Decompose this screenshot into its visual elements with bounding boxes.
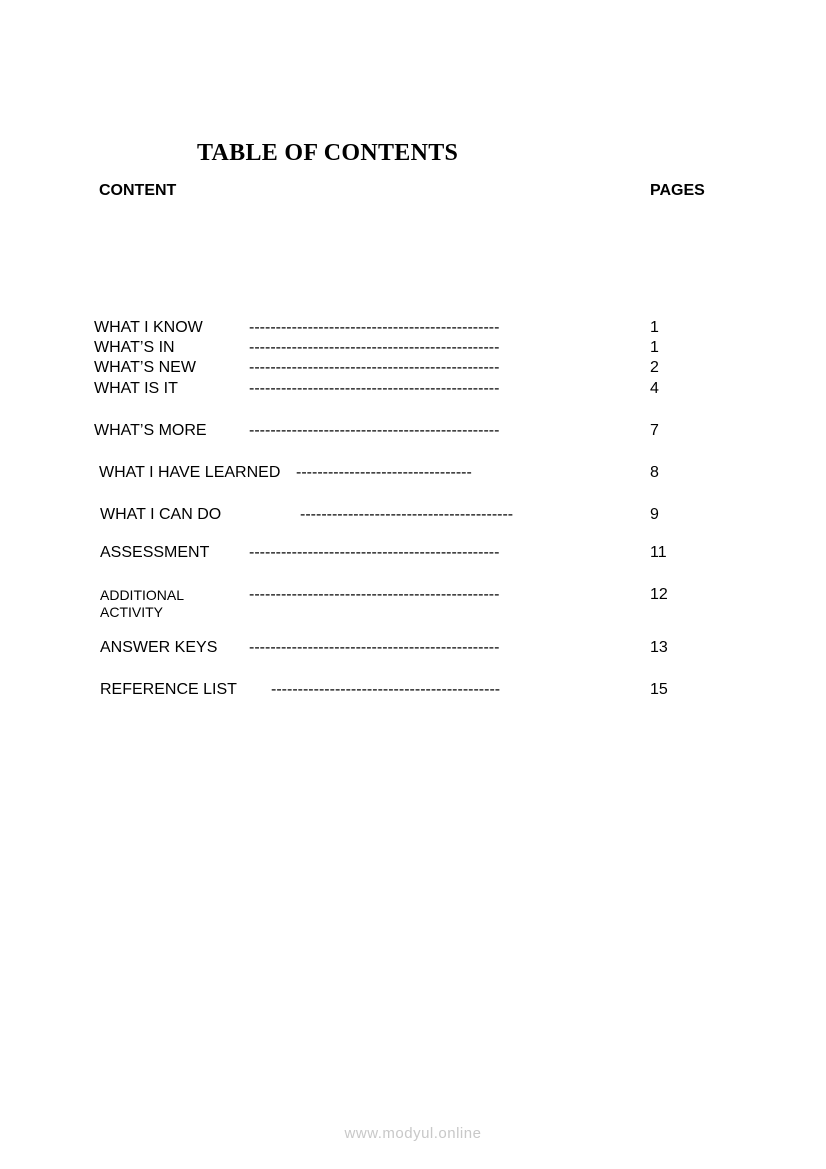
toc-entry-label: ANSWER KEYS: [100, 639, 218, 656]
toc-leader: -----------------------------------------------: [249, 359, 500, 376]
watermark-footer: www.modyul.online: [344, 1125, 482, 1142]
toc-page-number: 8: [650, 464, 659, 481]
toc-entry-label: WHAT IS IT: [94, 380, 178, 397]
toc-page-number: 1: [650, 319, 659, 336]
toc-entry-label: WHAT I HAVE LEARNED: [99, 464, 281, 481]
toc-page-number: 2: [650, 359, 659, 376]
pages-column-header: PAGES: [650, 182, 705, 199]
toc-page-number: 15: [650, 681, 668, 698]
toc-leader: -------------------------------------------: [271, 681, 501, 698]
content-column-header: CONTENT: [99, 182, 177, 199]
toc-entry-label: WHAT’S MORE: [94, 422, 207, 439]
toc-leader: -----------------------------------------------: [249, 380, 500, 397]
toc-entry-label: WHAT’S IN: [94, 339, 175, 356]
toc-entry-label: ASSESSMENT: [100, 544, 210, 561]
toc-entry-label-line2: ACTIVITY: [100, 604, 164, 620]
toc-entry-label: REFERENCE LIST: [100, 681, 237, 698]
toc-page-number: 11: [650, 544, 667, 561]
toc-entry-label-line1: ADDITIONAL: [100, 587, 185, 603]
toc-page-number: 9: [650, 506, 659, 523]
toc-page-number: 4: [650, 380, 659, 397]
toc-leader: -----------------------------------------------: [249, 586, 500, 603]
toc-entry-label: WHAT I KNOW: [94, 319, 203, 336]
toc-leader: -----------------------------------------------: [249, 422, 500, 439]
toc-leader: ----------------------------------------: [300, 506, 514, 523]
toc-page-number: 1: [650, 339, 659, 356]
toc-leader: -----------------------------------------------: [249, 639, 500, 656]
page-title: TABLE OF CONTENTS: [197, 140, 459, 166]
toc-leader: ---------------------------------: [296, 464, 472, 481]
toc-leader: -----------------------------------------------: [249, 339, 500, 356]
toc-entry-label: WHAT I CAN DO: [100, 506, 222, 523]
toc-page-number: 13: [650, 639, 668, 656]
toc-page-number: 12: [650, 586, 668, 603]
toc-entry-label: WHAT’S NEW: [94, 359, 196, 376]
toc-leader: -----------------------------------------------: [249, 544, 500, 561]
toc-leader: -----------------------------------------------: [249, 319, 500, 336]
toc-page-number: 7: [650, 422, 659, 439]
